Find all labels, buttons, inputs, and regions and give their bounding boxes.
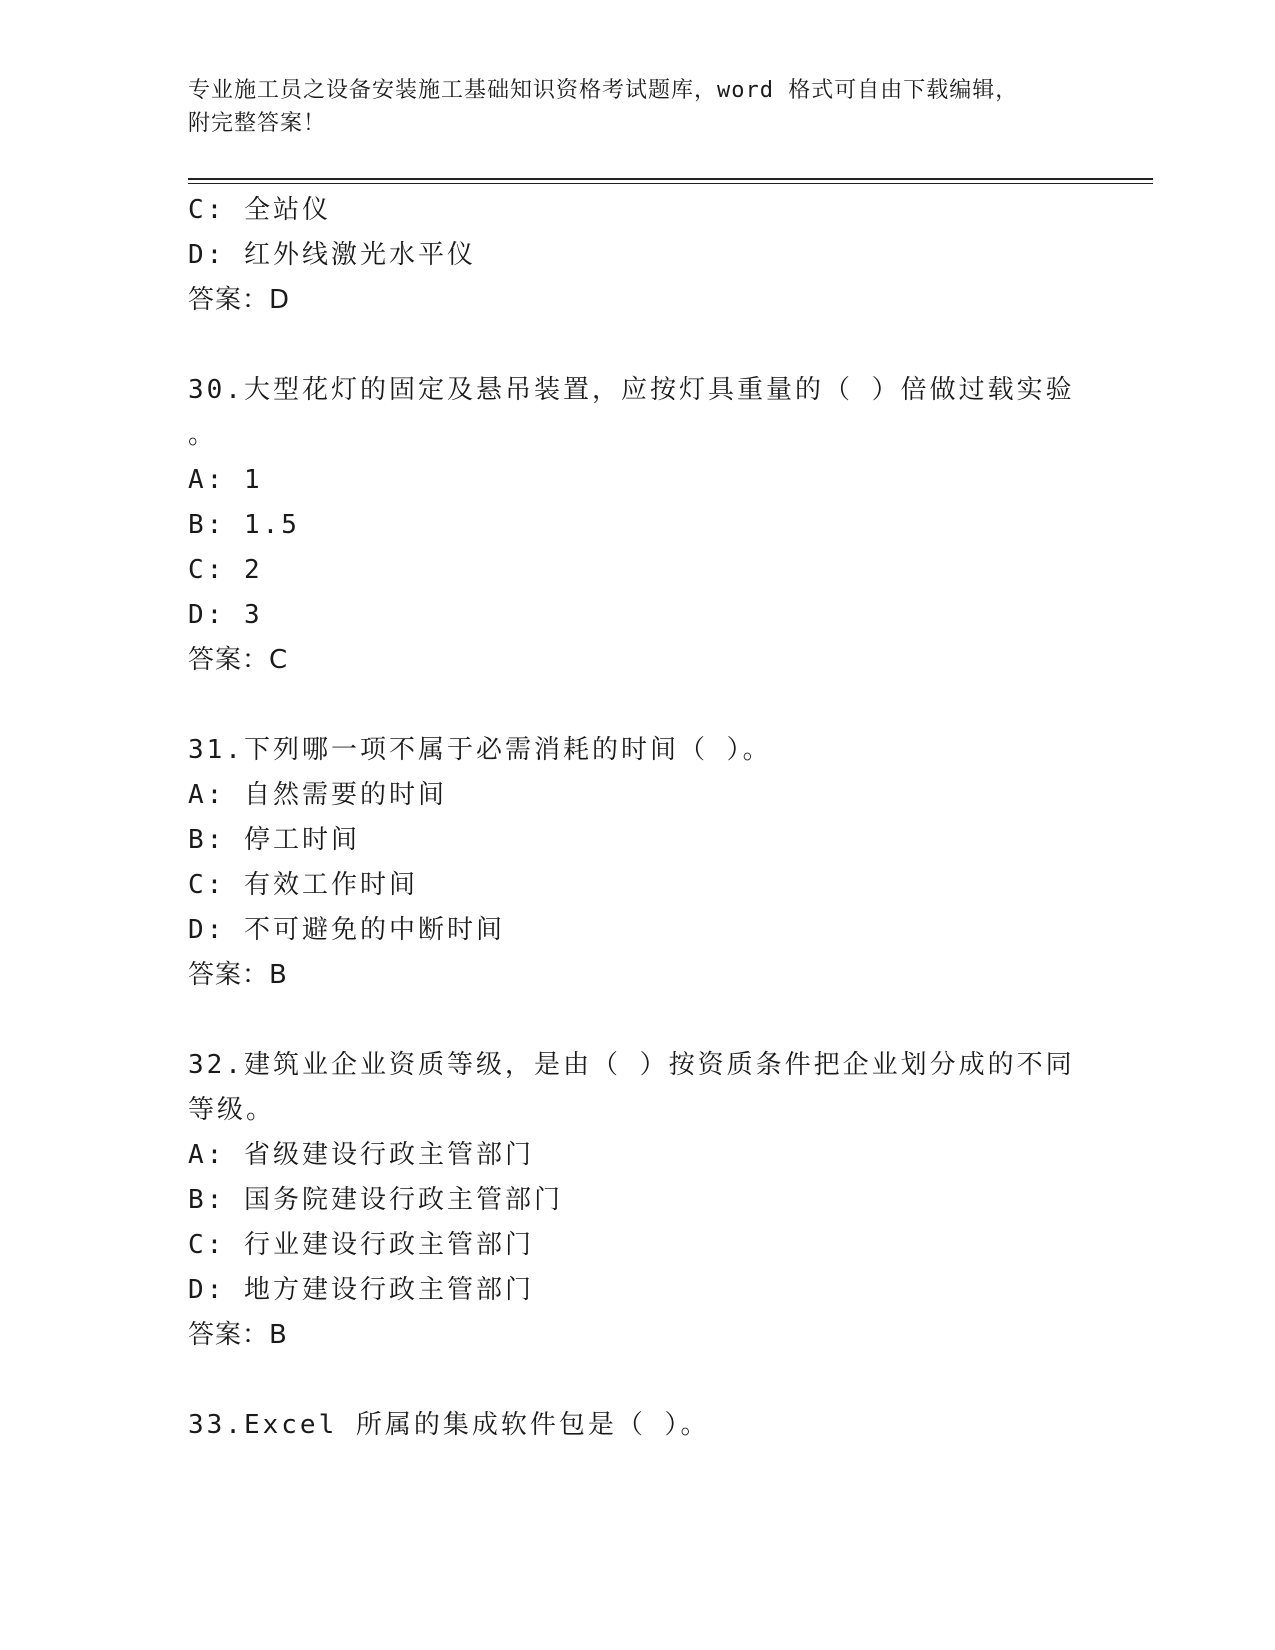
question-stem-continued: 等级。 (188, 1095, 276, 1125)
header-line-1: 专业施工员之设备安装施工基础知识资格考试题库，word 格式可自由下载编辑， (188, 78, 1019, 103)
question-32 (188, 1043, 1088, 1358)
spacer (188, 1358, 1088, 1403)
question-stem: 30.大型花灯的固定及悬吊装置，应按灯具重量的（ ）倍做过载实验 (188, 375, 1075, 405)
answer: 答案：D (188, 285, 291, 315)
header-divider-thick (188, 178, 1153, 180)
option-a: A: 省级建设行政主管部门 (188, 1140, 534, 1170)
option-c: C: 2 (188, 555, 263, 585)
header-line-2: 附完整答案！ (188, 111, 327, 136)
question-30 (188, 368, 1088, 683)
option-d: D: 地方建设行政主管部门 (188, 1275, 534, 1305)
answer: 答案：C (188, 645, 289, 675)
option-d: D: 红外线激光水平仪 (188, 240, 476, 270)
spacer (188, 323, 1088, 368)
spacer (188, 683, 1088, 728)
question-stem-continued: 。 (188, 420, 218, 450)
answer: 答案：B (188, 960, 288, 990)
question-stem: 33.Excel 所属的集成软件包是（ ）。 (188, 1410, 710, 1440)
option-b: B: 1.5 (188, 510, 300, 540)
document-header (188, 74, 1068, 140)
question-list (188, 188, 1088, 1448)
option-d: D: 3 (188, 600, 263, 630)
question-stem: 31.下列哪一项不属于必需消耗的时间（ ）。 (188, 735, 772, 765)
spacer (188, 998, 1088, 1043)
question-stem: 32.建筑业企业资质等级，是由（ ）按资质条件把企业划分成的不同 (188, 1050, 1075, 1080)
question-31 (188, 728, 1088, 998)
option-a: A: 1 (188, 465, 263, 495)
option-a: A: 自然需要的时间 (188, 780, 447, 810)
question-29-tail (188, 188, 1088, 323)
option-b: B: 停工时间 (188, 825, 360, 855)
answer: 答案：B (188, 1320, 288, 1350)
option-c: C: 全站仪 (188, 195, 331, 225)
option-b: B: 国务院建设行政主管部门 (188, 1185, 563, 1215)
option-c: C: 行业建设行政主管部门 (188, 1230, 534, 1260)
question-33 (188, 1403, 1088, 1448)
option-d: D: 不可避免的中断时间 (188, 915, 505, 945)
header-divider-thin (188, 183, 1153, 184)
option-c: C: 有效工作时间 (188, 870, 418, 900)
